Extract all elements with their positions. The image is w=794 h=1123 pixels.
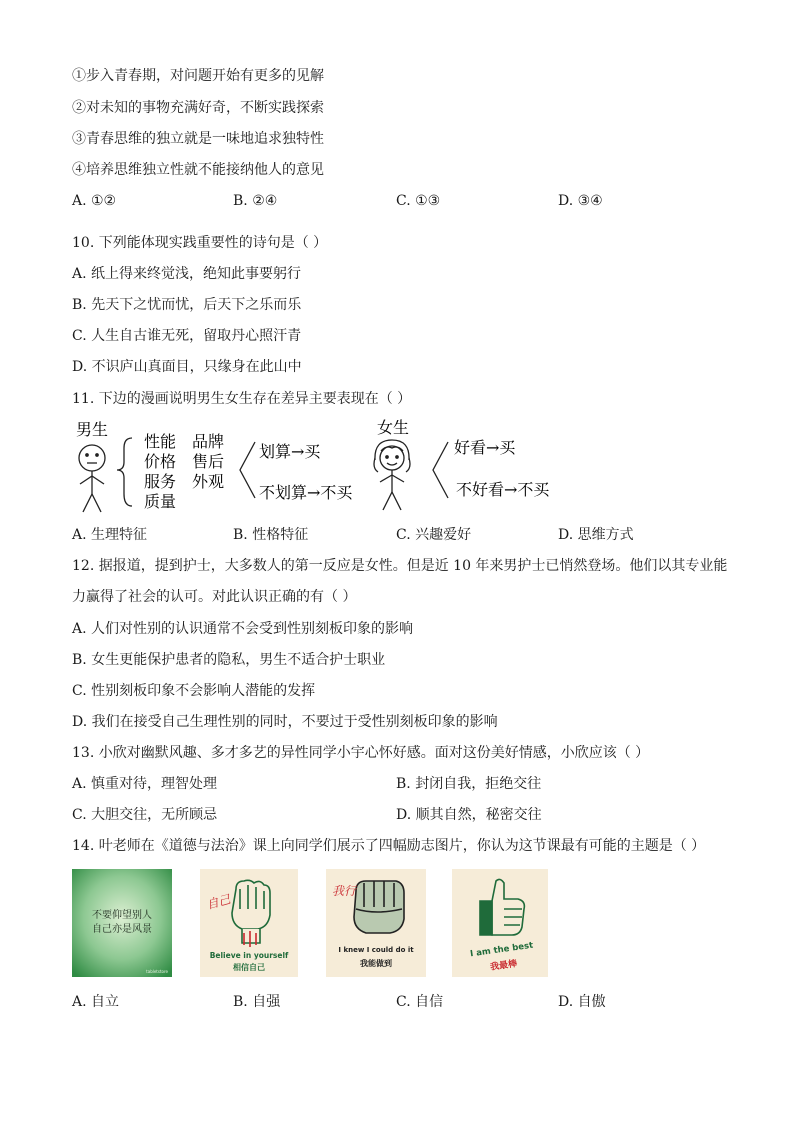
q14-picture-3 — [326, 869, 426, 977]
q11-comic — [72, 418, 612, 520]
q12-stem-line1: 12. 据报道，提到护士，大多数人的第一反应是女性。但是近 10 年来男护士已悄然登场。他们以其专业能 — [72, 558, 728, 574]
q13-stem: 13. 小欣对幽默风趣、多才多艺的异性同学小宇心怀好感。面对这份美好情感，小欣应该（ ） — [72, 745, 650, 761]
q9-option-b[interactable]: B. ②④ — [233, 193, 278, 209]
female-yes: 好看→买 — [454, 438, 516, 457]
male-yes: 划算→买 — [259, 442, 321, 461]
comic-male-label: 男生 — [76, 420, 109, 439]
pic1-line1: 不要仰望别人 — [92, 910, 152, 921]
q10-option-c[interactable]: C. 人生自古谁无死，留取丹心照汗青 — [72, 328, 302, 344]
q14-option-d[interactable]: D. 自傲 — [558, 994, 606, 1010]
q9-statement-2: ②对未知的事物充满好奇，不断实践探索 — [72, 100, 324, 116]
q9-option-d[interactable]: D. ③④ — [558, 193, 603, 209]
q14-picture-2 — [200, 869, 298, 977]
q9-statement-4: ④培养思维独立性就不能接纳他人的意见 — [72, 162, 324, 178]
q11-option-a[interactable]: A. 生理特征 — [72, 527, 148, 543]
q13-option-c[interactable]: C. 大胆交往，无所顾忌 — [72, 807, 218, 823]
q12-option-b[interactable]: B. 女生更能保护患者的隐私，男生不适合护士职业 — [72, 652, 386, 668]
male-angle — [240, 442, 255, 498]
pic3-en: I knew I could do it — [338, 946, 414, 954]
q10-option-b[interactable]: B. 先天下之忧而忧，后天下之乐而乐 — [72, 297, 302, 313]
q14-option-c[interactable]: C. 自信 — [396, 994, 444, 1010]
q11-option-c[interactable]: C. 兴趣爱好 — [396, 527, 472, 543]
pic4-cn: 我最棒 — [489, 959, 518, 973]
pic4-en: I am the best — [469, 940, 534, 960]
male-figure-icon — [79, 445, 105, 512]
male-factor: 服务 — [144, 472, 177, 491]
q14-option-b[interactable]: B. 自强 — [233, 994, 281, 1010]
q14-picture-4 — [452, 869, 548, 977]
q10-stem: 10. 下列能体现实践重要性的诗句是（ ） — [72, 235, 328, 251]
pic2-cn: 相信自己 — [233, 963, 265, 972]
female-angle — [433, 442, 448, 498]
q9-option-c[interactable]: C. ①③ — [396, 193, 441, 209]
fist-icon — [354, 881, 404, 933]
pic3-red-mark: 我行 — [332, 884, 357, 898]
q12-option-c[interactable]: C. 性别刻板印象不会影响人潜能的发挥 — [72, 683, 316, 699]
q11-stem: 11. 下边的漫画说明男生女生存在差异主要表现在（ ） — [72, 391, 412, 407]
female-no: 不好看→不买 — [456, 480, 550, 499]
pic3-cn: 我能做到 — [360, 959, 392, 968]
q13-option-a[interactable]: A. 慎重对待，理智处理 — [72, 776, 218, 792]
q13-option-d[interactable]: D. 顺其自然，秘密交往 — [396, 807, 542, 823]
male-factor: 性能 — [144, 432, 177, 451]
q12-option-d[interactable]: D. 我们在接受自己生理性别的同时，不要过于受性别刻板印象的影响 — [72, 714, 498, 730]
q12-stem-line2: 力赢得了社会的认可。对此认识正确的有（ ） — [72, 589, 357, 605]
q13-option-b[interactable]: B. 封闭自我，拒绝交往 — [396, 776, 542, 792]
q9-statement-3: ③青春思维的独立就是一味地追求独特性 — [72, 131, 324, 147]
male-brace — [117, 438, 132, 506]
q10-option-a[interactable]: A. 纸上得来终觉浅，绝知此事要躬行 — [72, 266, 302, 282]
male-no: 不划算→不买 — [259, 483, 353, 502]
q14-stem: 14. 叶老师在《道德与法治》课上向同学们展示了四幅励志图片，你认为这节课最有可能的主题是（ ） — [72, 838, 706, 854]
female-figure-icon — [374, 440, 410, 510]
q9-statement-1: ①步入青春期，对问题开始有更多的见解 — [72, 68, 324, 84]
comic-female-label: 女生 — [377, 418, 410, 437]
q10-option-d[interactable]: D. 不识庐山真面目，只缘身在此山中 — [72, 359, 302, 375]
q12-option-a[interactable]: A. 人们对性别的认识通常不会受到性别刻板印象的影响 — [72, 621, 414, 637]
q9-option-a[interactable]: A. ①② — [72, 193, 117, 209]
male-factor: 质量 — [144, 492, 177, 511]
pic1-line2: 自己亦是风景 — [92, 924, 152, 935]
pic1-watermark: tabletstore — [146, 969, 168, 974]
q11-option-d[interactable]: D. 思维方式 — [558, 527, 634, 543]
male-factor: 外观 — [192, 472, 225, 491]
pic2-red-mark: 自己 — [205, 892, 232, 912]
male-factor: 售后 — [192, 452, 225, 471]
pic2-en: Believe in yourself — [209, 951, 289, 960]
q14-picture-1 — [72, 869, 172, 977]
male-factor: 价格 — [144, 452, 177, 471]
q14-option-a[interactable]: A. 自立 — [72, 994, 120, 1010]
male-factor: 品牌 — [192, 432, 225, 451]
q11-option-b[interactable]: B. 性格特征 — [233, 527, 309, 543]
